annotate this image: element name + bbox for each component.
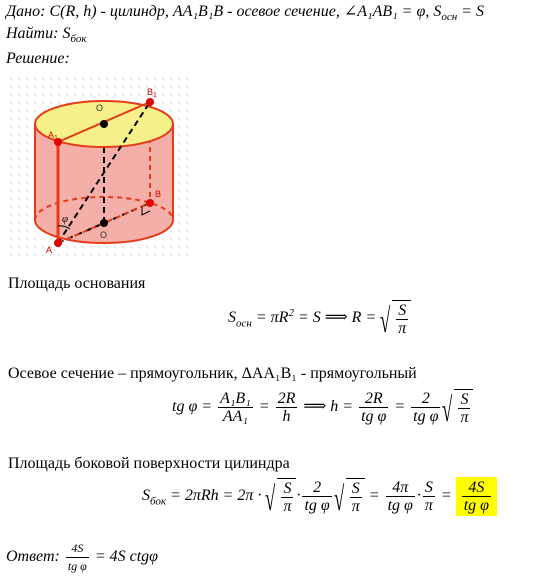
point-b xyxy=(146,199,154,207)
f2-lhs: tg φ = xyxy=(172,398,217,416)
f1-lhs: S xyxy=(228,309,236,327)
step3-heading: Площадь боковой поверхности цилиндра xyxy=(8,455,290,472)
label-a1: $A_1$ xyxy=(48,130,58,142)
formula-1 xyxy=(228,300,411,340)
label-o1: O xyxy=(96,103,104,113)
f3-sqrt-1: √ $\frac{S}{\pi}$ xyxy=(265,478,296,515)
given-line xyxy=(6,3,484,26)
f3-n1: 2 xyxy=(302,479,331,497)
label-a: A xyxy=(46,245,53,255)
f2-sqrt: √ $\frac{S}{\pi}$ xyxy=(442,389,473,426)
f3-lhs: S xyxy=(142,487,150,505)
f1-pow: 2 xyxy=(288,306,294,319)
step2-heading: Осевое сечение – прямоугольник, ΔAA₁B₁ - прямоугольный xyxy=(8,365,417,382)
f3-d4: tg φ xyxy=(463,497,489,514)
f1-sqrt: √ $\frac{S}{\pi}$ xyxy=(380,300,411,337)
f1-sqrt-num: S xyxy=(396,302,408,320)
given-label: Дано: xyxy=(6,3,46,20)
point-o xyxy=(100,219,108,227)
f2-sqrt-den: π xyxy=(460,409,469,426)
find-label: Найти: xyxy=(6,25,59,42)
f2-n1: A₁B₁ xyxy=(220,390,251,407)
formula-3 xyxy=(142,477,497,516)
step1-heading: Площадь основания xyxy=(8,275,146,292)
f3-eq-1: = xyxy=(364,487,384,505)
angle-label: φ xyxy=(62,213,69,225)
f2-eq: = xyxy=(254,398,274,416)
f3-n4: 4S xyxy=(462,479,491,497)
f2-sqrt-num: S xyxy=(458,391,470,409)
f2-n4: 2 xyxy=(411,390,440,408)
f3-sqrt-num-2: S xyxy=(350,480,362,498)
f2-d1: AA₁ xyxy=(222,408,248,425)
f3-d3: π xyxy=(424,497,433,514)
point-o1 xyxy=(100,120,108,128)
f3-dot: · xyxy=(296,487,301,505)
find-line xyxy=(6,25,86,48)
f3-n3: S xyxy=(423,479,435,497)
answer-line xyxy=(6,540,158,575)
f3-sqrt-den-2: π xyxy=(351,498,360,515)
f2-d4: tg φ xyxy=(413,408,439,425)
f3-n2: 4π xyxy=(386,479,415,497)
answer-num: 4S xyxy=(66,540,89,558)
given-sub: осн xyxy=(441,11,458,24)
answer-den: tg φ xyxy=(67,559,87,573)
solution-label: Решение: xyxy=(6,50,70,67)
f3-sqrt-2: √ $\frac{S}{\pi}$ xyxy=(334,478,365,515)
f1-mid: = πR xyxy=(251,309,289,327)
f3-a: = 2πRh = 2π · xyxy=(166,487,262,505)
f1-sqrt-den: π xyxy=(398,320,407,337)
point-b1 xyxy=(146,98,154,106)
formula-2 xyxy=(172,389,473,429)
f2-d3: tg φ xyxy=(361,408,387,425)
find-value: S xyxy=(62,25,71,42)
f3-sqrt-num-1: S xyxy=(281,480,293,498)
cylinder-figure xyxy=(10,78,190,258)
f2-n3: 2R xyxy=(359,390,388,408)
label-o: O xyxy=(100,230,108,240)
label-b: B xyxy=(155,189,162,199)
label-b1: $B_1$ xyxy=(147,87,157,99)
f1-lhs-sub: осн xyxy=(236,317,252,330)
given-text: C(R, h) - цилиндр, AA₁B₁B - осевое сечение, ∠A₁AB₁ = φ, S xyxy=(49,3,442,20)
f2-n2: 2R xyxy=(277,390,296,407)
f3-d2: tg φ xyxy=(387,497,413,514)
f3-d1: tg φ xyxy=(304,497,330,514)
given-tail: = S xyxy=(457,3,484,20)
f3-sqrt-den-1: π xyxy=(283,498,292,515)
find-sub: бок xyxy=(70,33,87,46)
f2-eq2: = xyxy=(390,398,410,416)
answer-tail: = 4S ctgφ xyxy=(90,548,159,566)
f1-tail: = S ⟹ R = xyxy=(293,309,381,327)
f2-d2: h xyxy=(282,408,291,425)
answer-label: Ответ: xyxy=(6,548,60,566)
f3-eq-2: = xyxy=(436,487,456,505)
f3-lhs-sub: бок xyxy=(150,495,167,508)
f2-arrow: ⟹ h = xyxy=(299,398,358,416)
f3-dot-2: · xyxy=(416,487,421,505)
highlighted-result xyxy=(456,477,497,516)
point-a xyxy=(54,239,62,247)
